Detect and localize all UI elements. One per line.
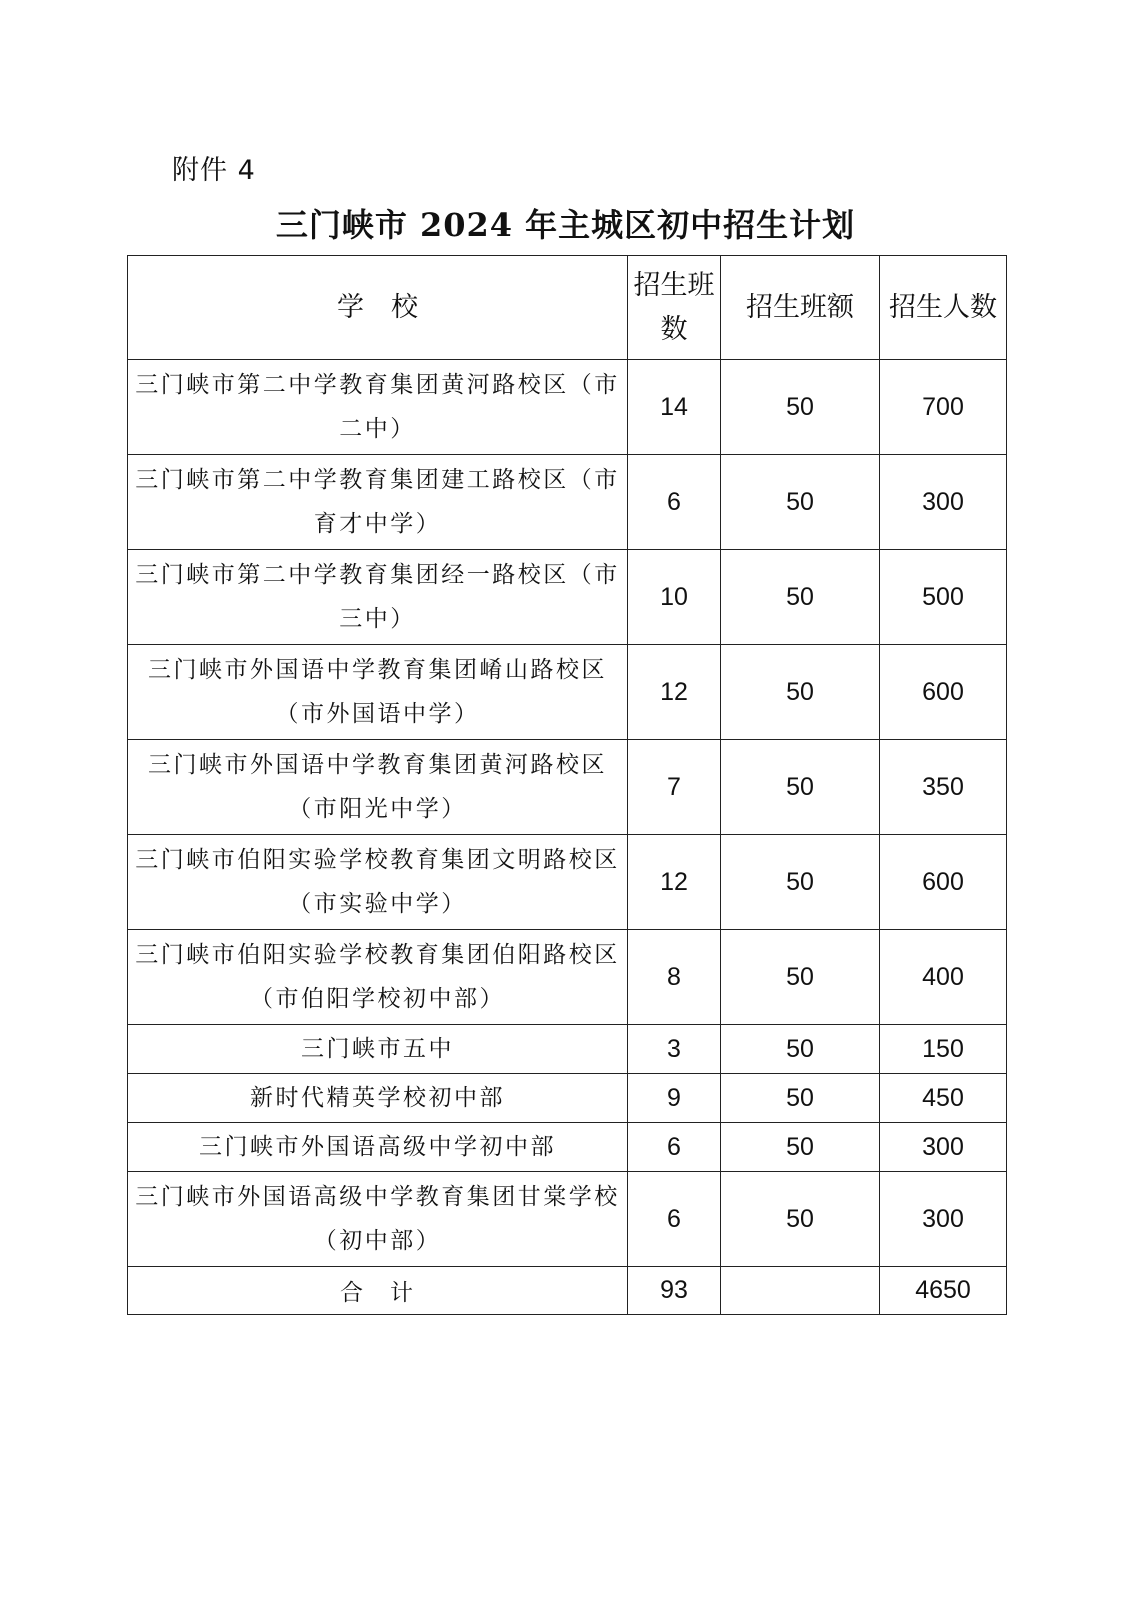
enrollment-total: 300 bbox=[880, 1172, 1007, 1267]
class-size: 50 bbox=[721, 740, 880, 835]
enrollment-total: 450 bbox=[880, 1074, 1007, 1123]
table-row bbox=[128, 455, 1007, 550]
classes-count: 3 bbox=[628, 1025, 721, 1074]
school-name: 三门峡市五中 bbox=[128, 1025, 628, 1074]
enrollment-total: 300 bbox=[880, 455, 1007, 550]
school-name: 三门峡市第二中学教育集团建工路校区（市育才中学） bbox=[128, 455, 628, 550]
enrollment-plan-table bbox=[127, 255, 1007, 1315]
class-size: 50 bbox=[721, 1025, 880, 1074]
header-total: 招生人数 bbox=[880, 256, 1007, 360]
classes-count: 8 bbox=[628, 930, 721, 1025]
table-row bbox=[128, 930, 1007, 1025]
enrollment-total: 700 bbox=[880, 360, 1007, 455]
table-row bbox=[128, 1074, 1007, 1123]
school-name: 三门峡市伯阳实验学校教育集团文明路校区（市实验中学） bbox=[128, 835, 628, 930]
class-size: 50 bbox=[721, 835, 880, 930]
classes-count: 12 bbox=[628, 645, 721, 740]
classes-count: 12 bbox=[628, 835, 721, 930]
enrollment-total: 350 bbox=[880, 740, 1007, 835]
classes-count: 14 bbox=[628, 360, 721, 455]
classes-count: 7 bbox=[628, 740, 721, 835]
school-name: 三门峡市外国语高级中学初中部 bbox=[128, 1123, 628, 1172]
enrollment-total: 600 bbox=[880, 835, 1007, 930]
header-class-size: 招生班额 bbox=[721, 256, 880, 360]
summary-row bbox=[128, 1267, 1007, 1315]
enrollment-total: 500 bbox=[880, 550, 1007, 645]
table-row bbox=[128, 645, 1007, 740]
header-classes: 招生班数 bbox=[628, 256, 721, 360]
classes-count: 6 bbox=[628, 455, 721, 550]
summary-label: 合 计 bbox=[128, 1267, 628, 1315]
school-name: 三门峡市外国语中学教育集团黄河路校区（市阳光中学） bbox=[128, 740, 628, 835]
table-row bbox=[128, 740, 1007, 835]
document-title: 三门峡市 2024 年主城区初中招生计划 bbox=[275, 206, 856, 244]
classes-count: 10 bbox=[628, 550, 721, 645]
class-size: 50 bbox=[721, 1074, 880, 1123]
summary-class-size bbox=[721, 1267, 880, 1315]
classes-count: 9 bbox=[628, 1074, 721, 1123]
school-name: 三门峡市伯阳实验学校教育集团伯阳路校区（市伯阳学校初中部） bbox=[128, 930, 628, 1025]
table-row bbox=[128, 360, 1007, 455]
table-row bbox=[128, 1172, 1007, 1267]
table-row bbox=[128, 835, 1007, 930]
table-header-row bbox=[128, 256, 1007, 360]
class-size: 50 bbox=[721, 1123, 880, 1172]
school-name: 三门峡市外国语高级中学教育集团甘棠学校（初中部） bbox=[128, 1172, 628, 1267]
summary-classes: 93 bbox=[628, 1267, 721, 1315]
enrollment-total: 400 bbox=[880, 930, 1007, 1025]
enrollment-total: 300 bbox=[880, 1123, 1007, 1172]
school-name: 新时代精英学校初中部 bbox=[128, 1074, 628, 1123]
class-size: 50 bbox=[721, 930, 880, 1025]
classes-count: 6 bbox=[628, 1123, 721, 1172]
attachment-label: 附件 4 bbox=[172, 155, 256, 186]
summary-total: 4650 bbox=[880, 1267, 1007, 1315]
table-row bbox=[128, 1025, 1007, 1074]
enrollment-total: 150 bbox=[880, 1025, 1007, 1074]
class-size: 50 bbox=[721, 455, 880, 550]
table-row bbox=[128, 1123, 1007, 1172]
school-name: 三门峡市第二中学教育集团黄河路校区（市二中） bbox=[128, 360, 628, 455]
class-size: 50 bbox=[721, 550, 880, 645]
class-size: 50 bbox=[721, 645, 880, 740]
enrollment-total: 600 bbox=[880, 645, 1007, 740]
school-name: 三门峡市第二中学教育集团经一路校区（市三中） bbox=[128, 550, 628, 645]
class-size: 50 bbox=[721, 360, 880, 455]
classes-count: 6 bbox=[628, 1172, 721, 1267]
class-size: 50 bbox=[721, 1172, 880, 1267]
school-name: 三门峡市外国语中学教育集团崤山路校区（市外国语中学） bbox=[128, 645, 628, 740]
header-school: 学 校 bbox=[128, 256, 628, 360]
table-row bbox=[128, 550, 1007, 645]
